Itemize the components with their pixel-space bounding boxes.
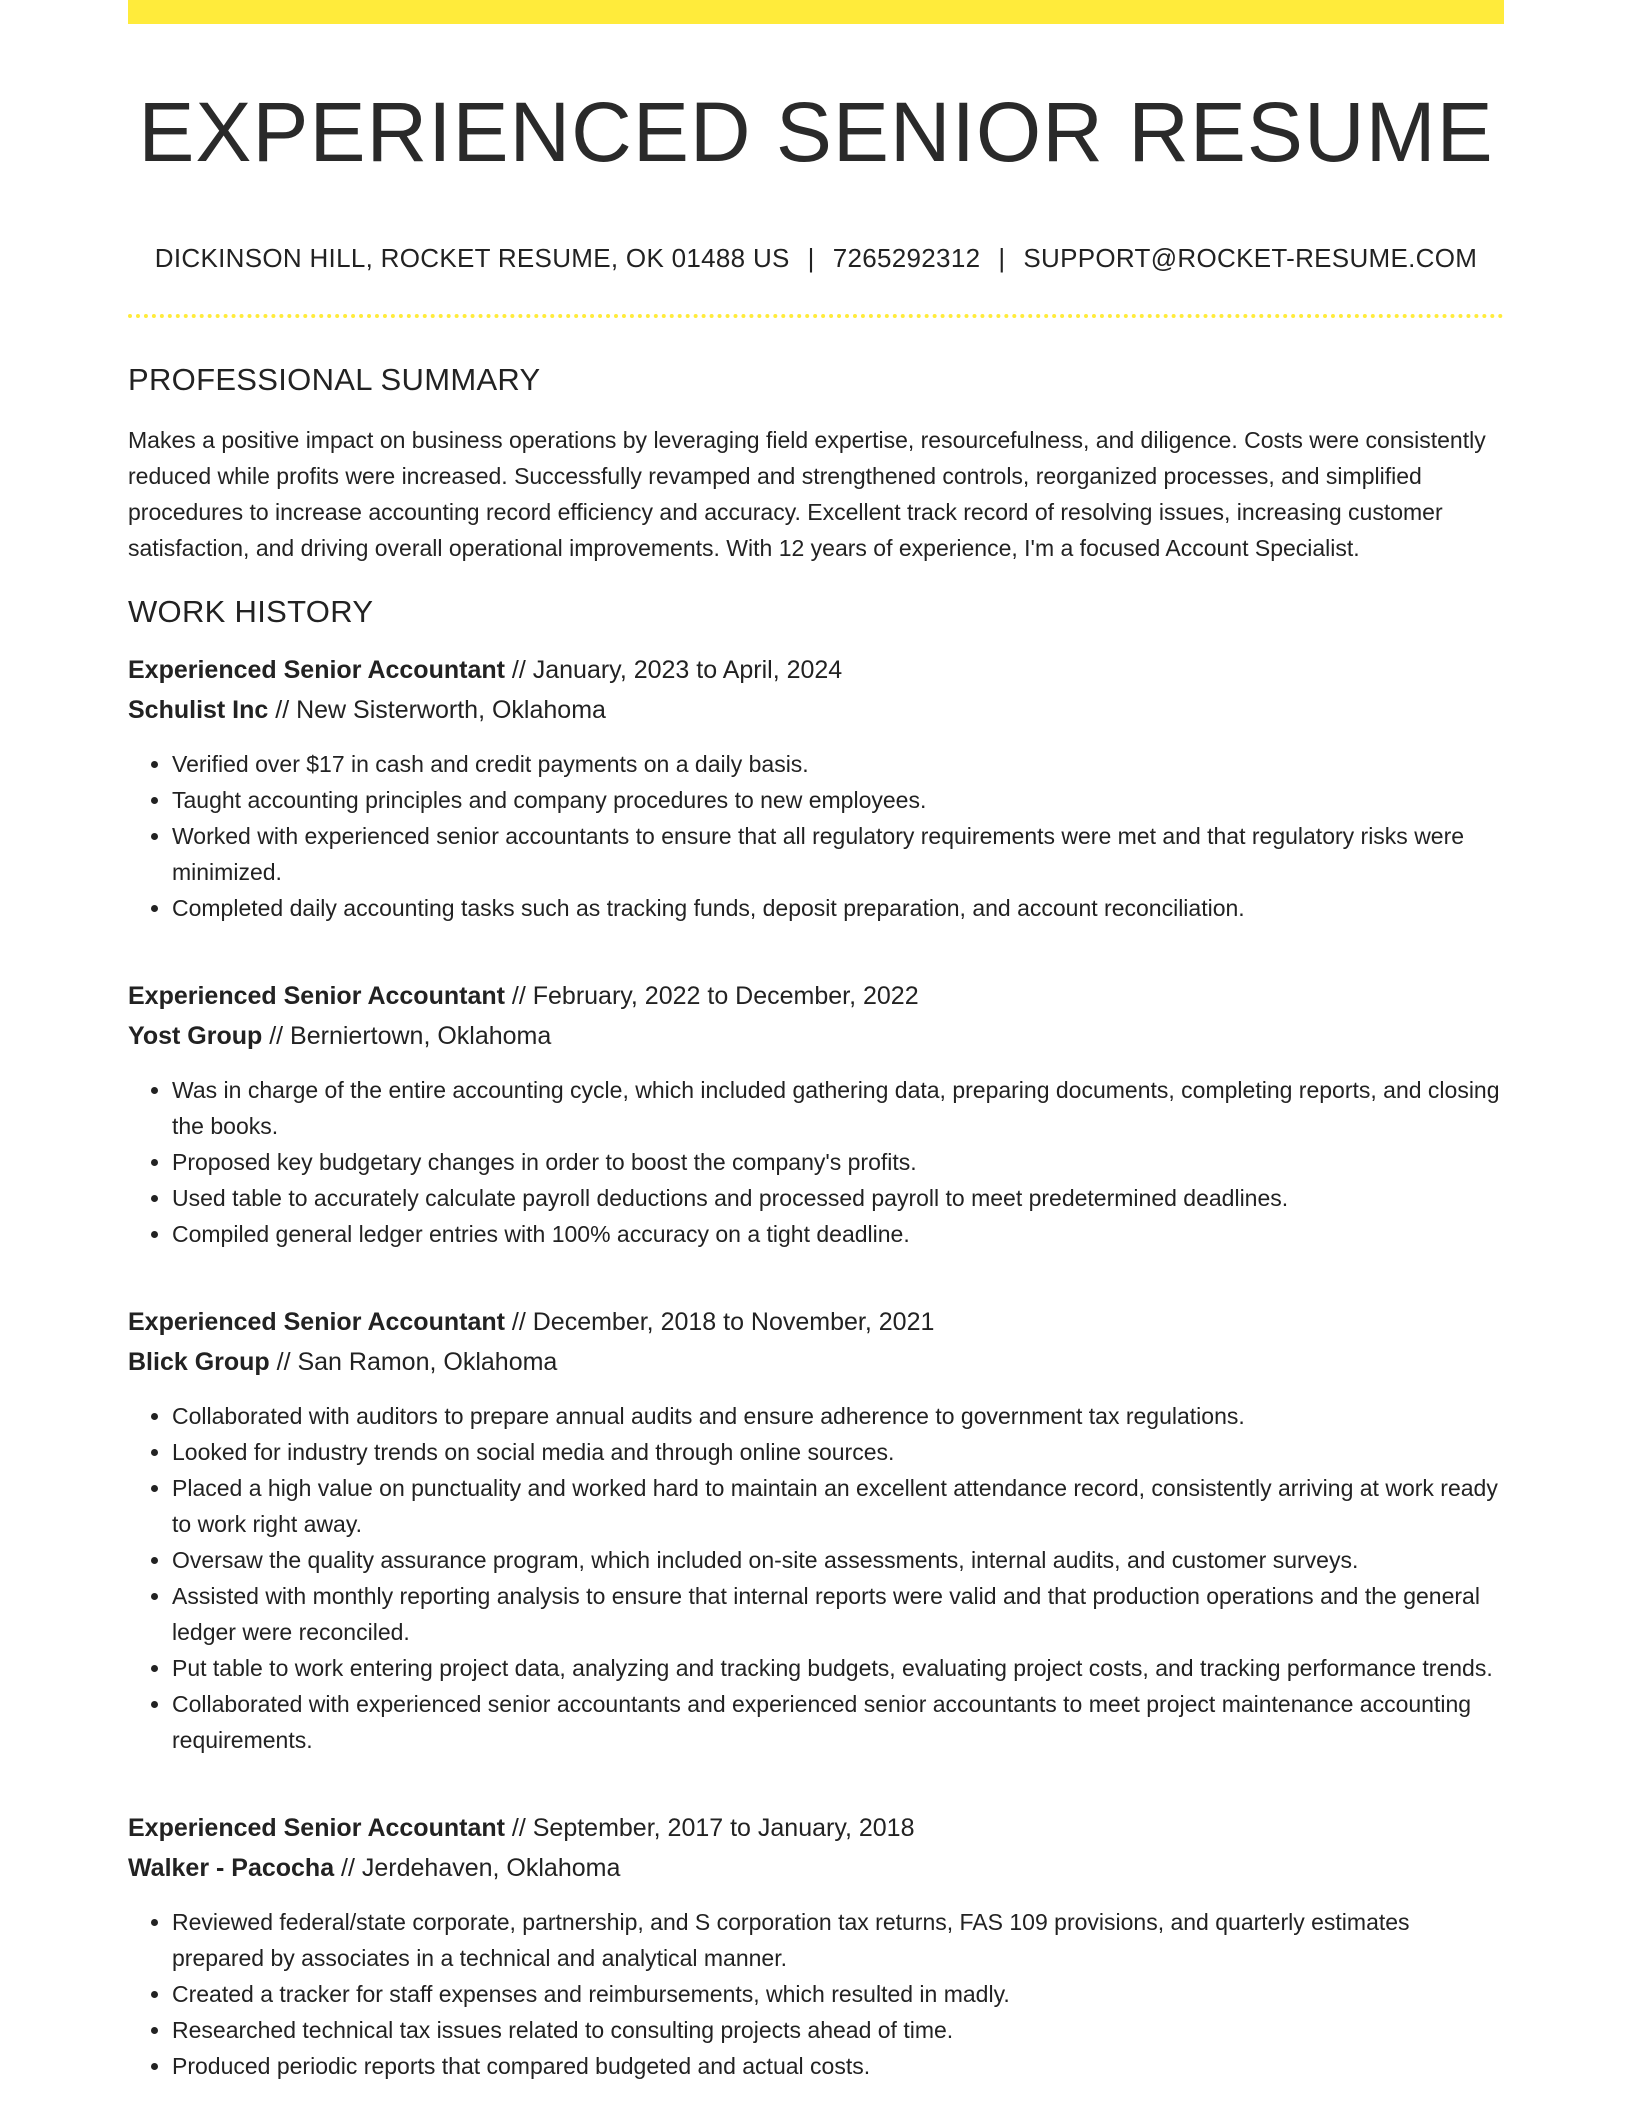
- job-title-line: [128, 1808, 1504, 1848]
- job-bullet: • Put table to work entering project data, analyzing and tracking budgets, evaluating project costs, and tracking performance trends.: [172, 1650, 1504, 1686]
- job-bullet: • Was in charge of the entire accounting cycle, which included gathering data, preparing documents, completing reports, and closing the books.: [172, 1072, 1504, 1144]
- contact-separator: |: [998, 243, 1006, 273]
- job-bullets: [128, 1072, 1504, 1252]
- job-company: Walker - Pacocha: [128, 1854, 335, 1882]
- job-bullet: • Taught accounting principles and company procedures to new employees.: [172, 782, 1504, 818]
- job-bullet: • Worked with experienced senior accountants to ensure that all regulatory requirements were met and that regulatory risks were minimized.: [172, 818, 1504, 890]
- job-bullet: • Verified over $17 in cash and credit payments on a daily basis.: [172, 746, 1504, 782]
- job-company: Schulist Inc: [128, 696, 269, 724]
- job-bullet: • Oversaw the quality assurance program, which included on-site assessments, internal audits, and customer surveys.: [172, 1542, 1504, 1578]
- job-bullets: [128, 746, 1504, 926]
- job-dates: // February, 2022 to December, 2022: [504, 982, 919, 1010]
- resume-name: EXPERIENCED SENIOR RESUME: [138, 85, 1494, 179]
- job-bullet: • Created a tracker for staff expenses and reimbursements, which resulted in madly.: [172, 1976, 1504, 2012]
- job-bullet: • Reviewed federal/state corporate, partnership, and S corporation tax returns, FAS 109 provisions, and quarterly estimates prepared by associates in a technical and analytical manner.: [172, 1904, 1504, 1976]
- job-bullet: • Produced periodic reports that compared budgeted and actual costs.: [172, 2048, 1504, 2084]
- job-bullet: • Placed a high value on punctuality and worked hard to maintain an excellent attendance record, consistently arriving at work ready to work right away.: [172, 1470, 1504, 1542]
- job-company-line: [128, 690, 1504, 730]
- job-bullet: • Compiled general ledger entries with 100% accuracy on a tight deadline.: [172, 1216, 1504, 1252]
- work-history-heading: WORK HISTORY: [128, 594, 374, 629]
- accent-top-bar: [128, 0, 1504, 24]
- job-company: Blick Group: [128, 1348, 270, 1376]
- job-company-line: [128, 1848, 1504, 1888]
- job-bullet: • Proposed key budgetary changes in order to boost the company's profits.: [172, 1144, 1504, 1180]
- job-title-line: [128, 650, 1504, 690]
- contact-line: [128, 242, 1504, 274]
- job-company-line: [128, 1016, 1504, 1056]
- contact-address: DICKINSON HILL, ROCKET RESUME, OK 01488 US: [154, 243, 790, 273]
- resume-page: [128, 0, 1504, 2084]
- job-bullet: • Collaborated with experienced senior accountants and experienced senior accountants to meet project maintenance accounting requirements.: [172, 1686, 1504, 1758]
- job-role: Experienced Senior Accountant: [128, 1814, 505, 1842]
- job-bullets: [128, 1398, 1504, 1758]
- summary-heading: PROFESSIONAL SUMMARY: [128, 362, 541, 397]
- job-list: [128, 650, 1504, 2084]
- job-bullet: • Used table to accurately calculate payroll deductions and processed payroll to meet predetermined deadlines.: [172, 1180, 1504, 1216]
- job-title-line: [128, 1302, 1504, 1342]
- contact-email: SUPPORT@ROCKET-RESUME.COM: [1023, 243, 1478, 273]
- job-entry: [128, 976, 1504, 1252]
- job-company-line: [128, 1342, 1504, 1382]
- job-entry: [128, 1808, 1504, 2084]
- job-location: // Berniertown, Oklahoma: [262, 1022, 552, 1050]
- dotted-divider: [128, 314, 1504, 318]
- job-dates: // September, 2017 to January, 2018: [504, 1814, 915, 1842]
- summary-text: Makes a positive impact on business operations by leveraging field expertise, resourcefulness, and diligence. Costs were consistently reduced while profits were increased. Successfully revamped and strengthened controls, reorganized processes, and simplified procedures to increase accounting record efficiency and accuracy. Excellent track record of resolving issues, increasing customer satisfaction, and driving overall operational improvements. With 12 years of experience, I'm a focused Account Specialist.: [128, 427, 1486, 561]
- job-title-line: [128, 976, 1504, 1016]
- job-dates: // January, 2023 to April, 2024: [504, 656, 843, 684]
- job-location: // San Ramon, Oklahoma: [269, 1348, 558, 1376]
- job-role: Experienced Senior Accountant: [128, 656, 505, 684]
- job-bullet: • Assisted with monthly reporting analysis to ensure that internal reports were valid and that production operations and the general ledger were reconciled.: [172, 1578, 1504, 1650]
- job-entry: [128, 1302, 1504, 1758]
- job-bullet: • Completed daily accounting tasks such as tracking funds, deposit preparation, and account reconciliation.: [172, 890, 1504, 926]
- job-location: // New Sisterworth, Oklahoma: [268, 696, 606, 724]
- job-bullet: • Collaborated with auditors to prepare annual audits and ensure adherence to government tax regulations.: [172, 1398, 1504, 1434]
- job-role: Experienced Senior Accountant: [128, 1308, 505, 1336]
- job-role: Experienced Senior Accountant: [128, 982, 505, 1010]
- job-bullets: [128, 1904, 1504, 2084]
- job-bullet: • Looked for industry trends on social media and through online sources.: [172, 1434, 1504, 1470]
- job-dates: // December, 2018 to November, 2021: [504, 1308, 935, 1336]
- job-bullet: • Researched technical tax issues related to consulting projects ahead of time.: [172, 2012, 1504, 2048]
- job-entry: [128, 650, 1504, 926]
- job-location: // Jerdehaven, Oklahoma: [334, 1854, 621, 1882]
- contact-separator: |: [807, 243, 815, 273]
- contact-phone: 7265292312: [832, 243, 981, 273]
- job-company: Yost Group: [128, 1022, 263, 1050]
